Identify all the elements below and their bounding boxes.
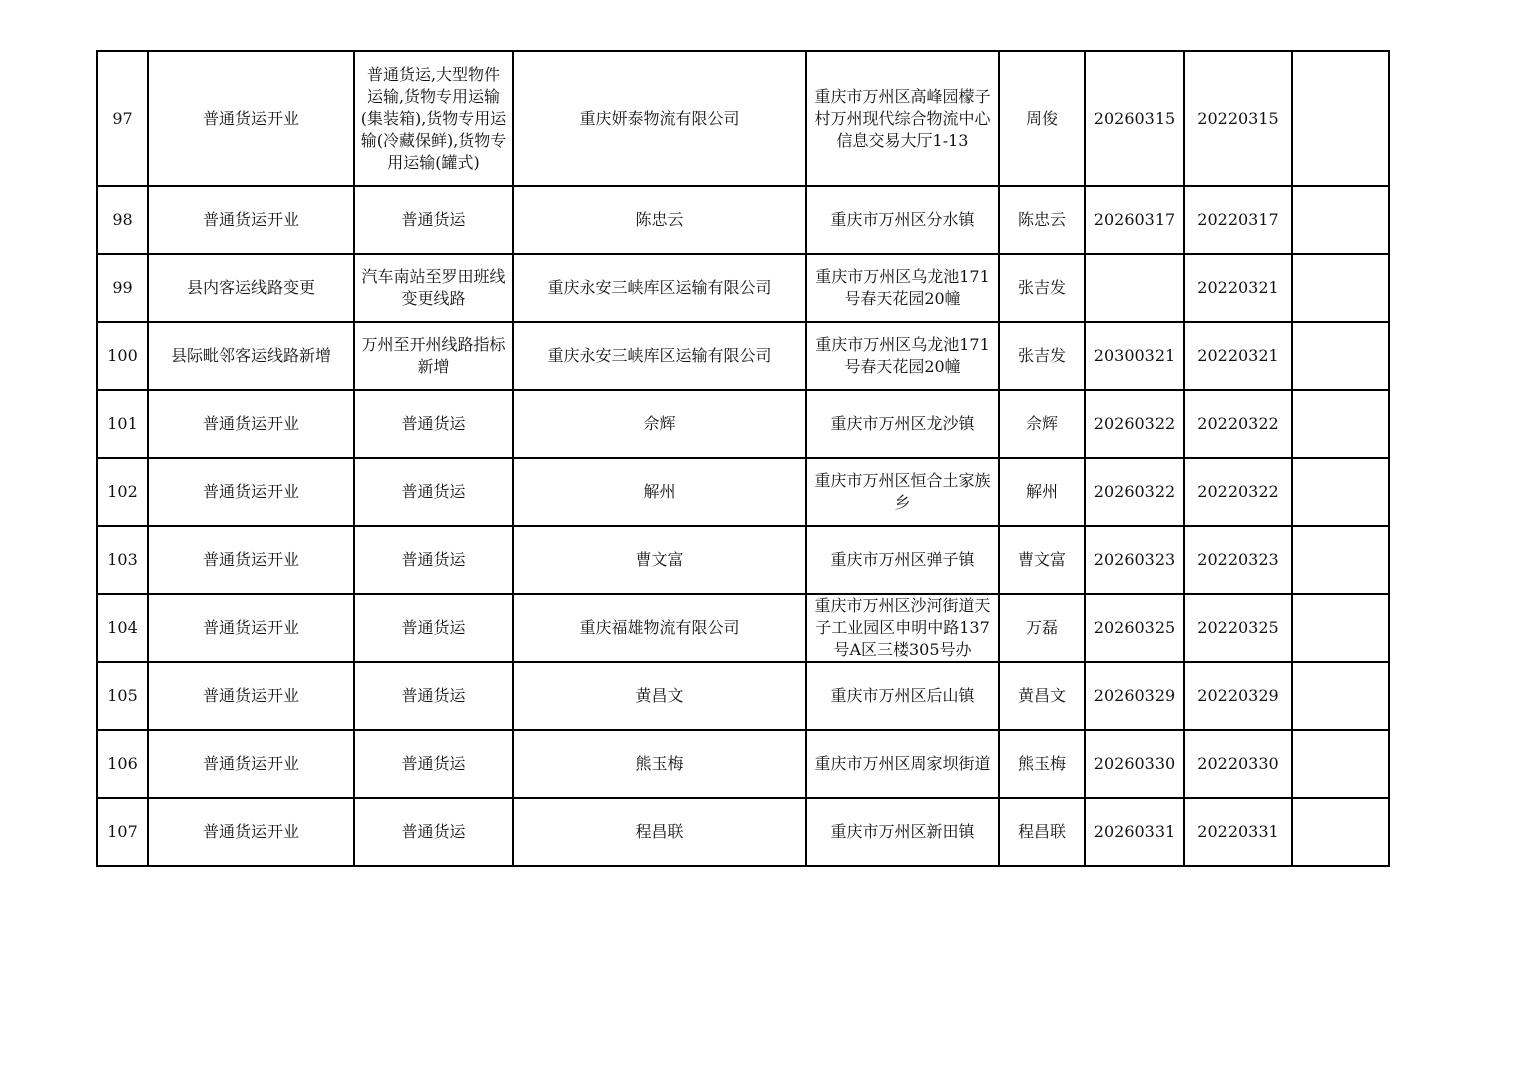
operator-name-cell: 熊玉梅 [513,730,806,798]
row-number-cell: 104 [97,594,148,662]
issue-date-cell: 20220317 [1184,186,1292,254]
expiry-date-cell [1085,254,1184,322]
operator-name-cell: 陈忠云 [513,186,806,254]
scope-cell: 普通货运 [354,798,513,866]
scope-cell: 普通货运 [354,390,513,458]
row-number-cell: 98 [97,186,148,254]
person-cell: 佘辉 [999,390,1085,458]
address-cell: 重庆市万州区高峰园檬子村万州现代综合物流中心信息交易大厅1-13 [806,51,999,186]
issue-date-cell: 20220315 [1184,51,1292,186]
scope-cell: 普通货运,大型物件运输,货物专用运输(集装箱),货物专用运输(冷藏保鲜),货物专用运输(罐式) [354,51,513,186]
issue-date-cell: 20220321 [1184,322,1292,390]
person-cell: 张吉发 [999,254,1085,322]
operator-name-cell: 解州 [513,458,806,526]
person-cell: 解州 [999,458,1085,526]
scope-cell: 普通货运 [354,526,513,594]
table-row [97,186,1389,254]
table-row [97,526,1389,594]
category-cell: 普通货运开业 [148,51,354,186]
address-cell: 重庆市万州区周家坝街道 [806,730,999,798]
issue-date-cell: 20220323 [1184,526,1292,594]
issue-date-cell: 20220322 [1184,458,1292,526]
row-number-cell: 105 [97,662,148,730]
person-cell: 陈忠云 [999,186,1085,254]
address-cell: 重庆市万州区乌龙池171号春天花园20幢 [806,254,999,322]
note-cell [1292,254,1389,322]
scope-cell: 汽车南站至罗田班线变更线路 [354,254,513,322]
table-row [97,662,1389,730]
note-cell [1292,526,1389,594]
issue-date-cell: 20220329 [1184,662,1292,730]
table-row [97,390,1389,458]
issue-date-cell: 20220322 [1184,390,1292,458]
category-cell: 普通货运开业 [148,662,354,730]
issue-date-cell: 20220321 [1184,254,1292,322]
note-cell [1292,798,1389,866]
note-cell [1292,662,1389,730]
row-number-cell: 106 [97,730,148,798]
person-cell: 张吉发 [999,322,1085,390]
category-cell: 县内客运线路变更 [148,254,354,322]
address-cell: 重庆市万州区后山镇 [806,662,999,730]
address-cell: 重庆市万州区恒合土家族乡 [806,458,999,526]
note-cell [1292,51,1389,186]
person-cell: 程昌联 [999,798,1085,866]
scope-cell: 普通货运 [354,458,513,526]
address-cell: 重庆市万州区龙沙镇 [806,390,999,458]
scope-cell: 普通货运 [354,594,513,662]
license-records-table [96,50,1390,867]
address-cell: 重庆市万州区乌龙池171号春天花园20幢 [806,322,999,390]
table-row [97,254,1389,322]
note-cell [1292,594,1389,662]
category-cell: 普通货运开业 [148,458,354,526]
category-cell: 普通货运开业 [148,390,354,458]
category-cell: 县际毗邻客运线路新增 [148,322,354,390]
table-row [97,458,1389,526]
expiry-date-cell: 20260315 [1085,51,1184,186]
issue-date-cell: 20220331 [1184,798,1292,866]
operator-name-cell: 重庆永安三峡库区运输有限公司 [513,254,806,322]
operator-name-cell: 重庆福雄物流有限公司 [513,594,806,662]
scope-cell: 普通货运 [354,186,513,254]
expiry-date-cell: 20300321 [1085,322,1184,390]
address-cell: 重庆市万州区弹子镇 [806,526,999,594]
scope-cell: 万州至开州线路指标新增 [354,322,513,390]
person-cell: 周俊 [999,51,1085,186]
expiry-date-cell: 20260322 [1085,458,1184,526]
category-cell: 普通货运开业 [148,798,354,866]
expiry-date-cell: 20260330 [1085,730,1184,798]
table-row [97,51,1389,186]
expiry-date-cell: 20260325 [1085,594,1184,662]
row-number-cell: 101 [97,390,148,458]
person-cell: 黄昌文 [999,662,1085,730]
person-cell: 曹文富 [999,526,1085,594]
row-number-cell: 100 [97,322,148,390]
scope-cell: 普通货运 [354,662,513,730]
issue-date-cell: 20220330 [1184,730,1292,798]
operator-name-cell: 曹文富 [513,526,806,594]
expiry-date-cell: 20260317 [1085,186,1184,254]
address-cell: 重庆市万州区新田镇 [806,798,999,866]
operator-name-cell: 佘辉 [513,390,806,458]
note-cell [1292,322,1389,390]
expiry-date-cell: 20260323 [1085,526,1184,594]
note-cell [1292,458,1389,526]
category-cell: 普通货运开业 [148,526,354,594]
scope-cell: 普通货运 [354,730,513,798]
address-cell: 重庆市万州区分水镇 [806,186,999,254]
table-row [97,798,1389,866]
operator-name-cell: 程昌联 [513,798,806,866]
row-number-cell: 107 [97,798,148,866]
category-cell: 普通货运开业 [148,186,354,254]
expiry-date-cell: 20260322 [1085,390,1184,458]
note-cell [1292,390,1389,458]
row-number-cell: 102 [97,458,148,526]
table-row [97,594,1389,662]
expiry-date-cell: 20260329 [1085,662,1184,730]
issue-date-cell: 20220325 [1184,594,1292,662]
category-cell: 普通货运开业 [148,730,354,798]
row-number-cell: 103 [97,526,148,594]
category-cell: 普通货运开业 [148,594,354,662]
operator-name-cell: 重庆妍泰物流有限公司 [513,51,806,186]
table-row [97,730,1389,798]
expiry-date-cell: 20260331 [1085,798,1184,866]
address-cell: 重庆市万州区沙河街道天子工业园区申明中路137号A区三楼305号办 [806,594,999,662]
note-cell [1292,186,1389,254]
person-cell: 熊玉梅 [999,730,1085,798]
row-number-cell: 99 [97,254,148,322]
operator-name-cell: 重庆永安三峡库区运输有限公司 [513,322,806,390]
table-row [97,322,1389,390]
row-number-cell: 97 [97,51,148,186]
note-cell [1292,730,1389,798]
operator-name-cell: 黄昌文 [513,662,806,730]
person-cell: 万磊 [999,594,1085,662]
